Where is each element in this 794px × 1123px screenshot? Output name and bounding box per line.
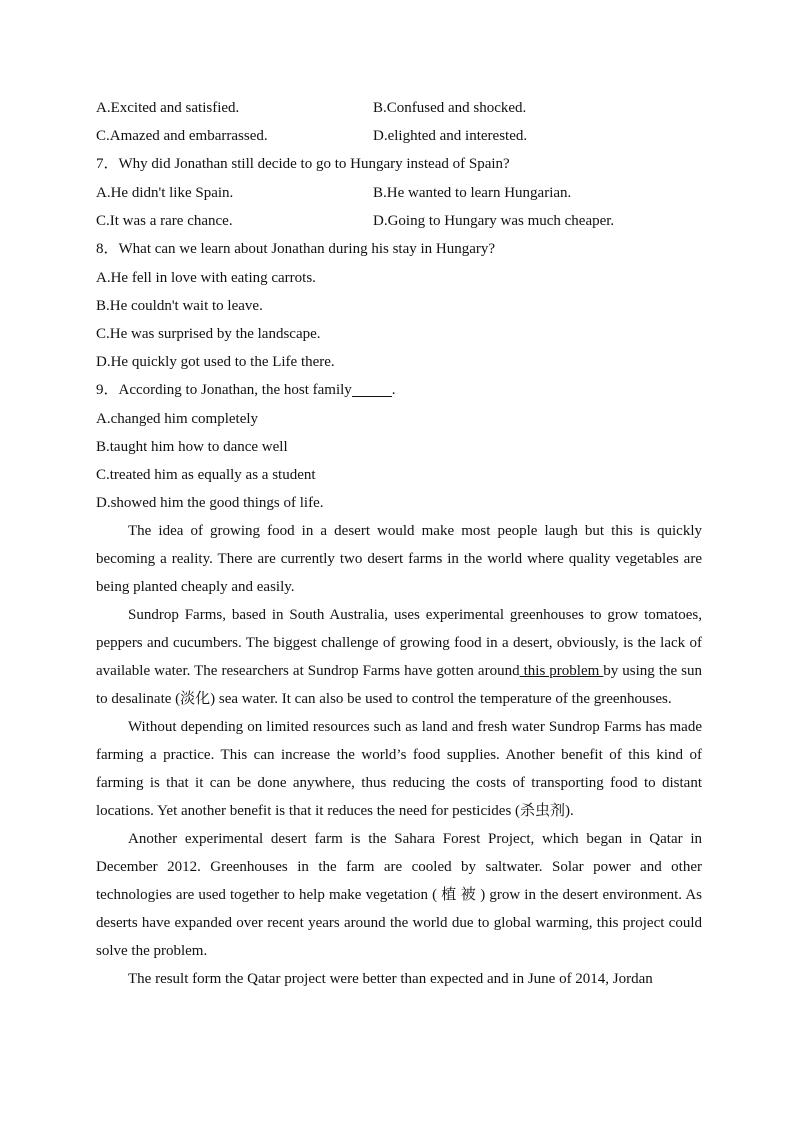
q8-option-c: C.He was surprised by the landscape. — [96, 326, 321, 342]
q9-stem-end: . — [391, 382, 396, 398]
q9-option-d: D.showed him the good things of life. — [96, 495, 324, 511]
q6-option-a: A.Excited and satisfied. — [96, 100, 240, 116]
q7-option-d: D.Going to Hungary was much cheaper. — [373, 213, 615, 229]
answer-blank — [352, 378, 392, 397]
q8-option-d: D.He quickly got used to the Life there. — [96, 354, 335, 370]
q9-option-b: B.taught him how to dance well — [96, 439, 288, 455]
q8-option-a: A.He fell in love with eating carrots. — [96, 270, 316, 286]
q7-options-row-1 — [96, 179, 702, 207]
q6-option-d: D.elighted and interested. — [373, 128, 528, 144]
q9-option-c: C.treated him as equally as a student — [96, 467, 316, 483]
p2-text-after: by using the sun to desalinate (淡化) sea water. It can also be used to control the temperature of the greenhouses. — [96, 663, 702, 707]
q7-option-a: A.He didn't like Spain. — [96, 185, 234, 201]
passage-paragraph-4: Another experimental desert farm is the Sahara Forest Project, which began in Qatar in December 2012. Greenhouses in the farm are cooled by saltwater. Solar power and other technologies are used together to help make vegetation ( 植 被 ) grow in the desert environment. As deserts have expanded over recent years around the world due to global warming, this project could solve the problem. — [96, 831, 702, 959]
q6-option-b: B.Confused and shocked. — [373, 100, 527, 116]
q6-options-row-1 — [96, 94, 702, 122]
q8-stem: 8．What can we learn about Jonathan during his stay in Hungary? — [96, 241, 496, 257]
passage-paragraph-1: The idea of growing food in a desert would make most people laugh but this is quickly becoming a reality. There are currently two desert farms in the world where quality vegetables are being planted cheaply and easily. — [96, 523, 702, 595]
q7-options-row-2 — [96, 207, 702, 235]
q7-option-b: B.He wanted to learn Hungarian. — [373, 185, 572, 201]
q7-stem: 7．Why did Jonathan still decide to go to Hungary instead of Spain? — [96, 156, 510, 172]
passage-paragraph-5: The result form the Qatar project were better than expected and in June of 2014, Jordan — [128, 971, 653, 987]
q6-options-row-2 — [96, 122, 702, 150]
p2-text-before: Sundrop Farms, based in South Australia, uses experimental greenhouses to grow tomatoes, peppers and cucumbers. The biggest challenge of growing food in a desert, obviously, is the lack of available water. The researchers at Sundrop Farms have gotten around — [96, 607, 702, 679]
q6-option-c: C.Amazed and embarrassed. — [96, 128, 268, 144]
underlined-phrase: this problem — [519, 663, 604, 679]
passage-paragraph-2 — [96, 601, 702, 713]
q9-stem — [96, 376, 702, 405]
q8-option-b: B.He couldn't wait to leave. — [96, 298, 263, 314]
q7-option-c: C.It was a rare chance. — [96, 213, 233, 229]
q9-option-a: A.changed him completely — [96, 411, 259, 427]
page-content — [96, 94, 702, 993]
q9-stem-text: 9．According to Jonathan, the host family — [96, 382, 352, 398]
passage-paragraph-3: Without depending on limited resources such as land and fresh water Sundrop Farms has made farming a practice. This can increase the world’s food supplies. Another benefit of this kind of farming is that it can be done anywhere, thus reducing the costs of transporting food to distant locations. Yet another benefit is that it reduces the need for pesticides (杀虫剂). — [96, 719, 702, 819]
reading-passage — [96, 517, 702, 993]
